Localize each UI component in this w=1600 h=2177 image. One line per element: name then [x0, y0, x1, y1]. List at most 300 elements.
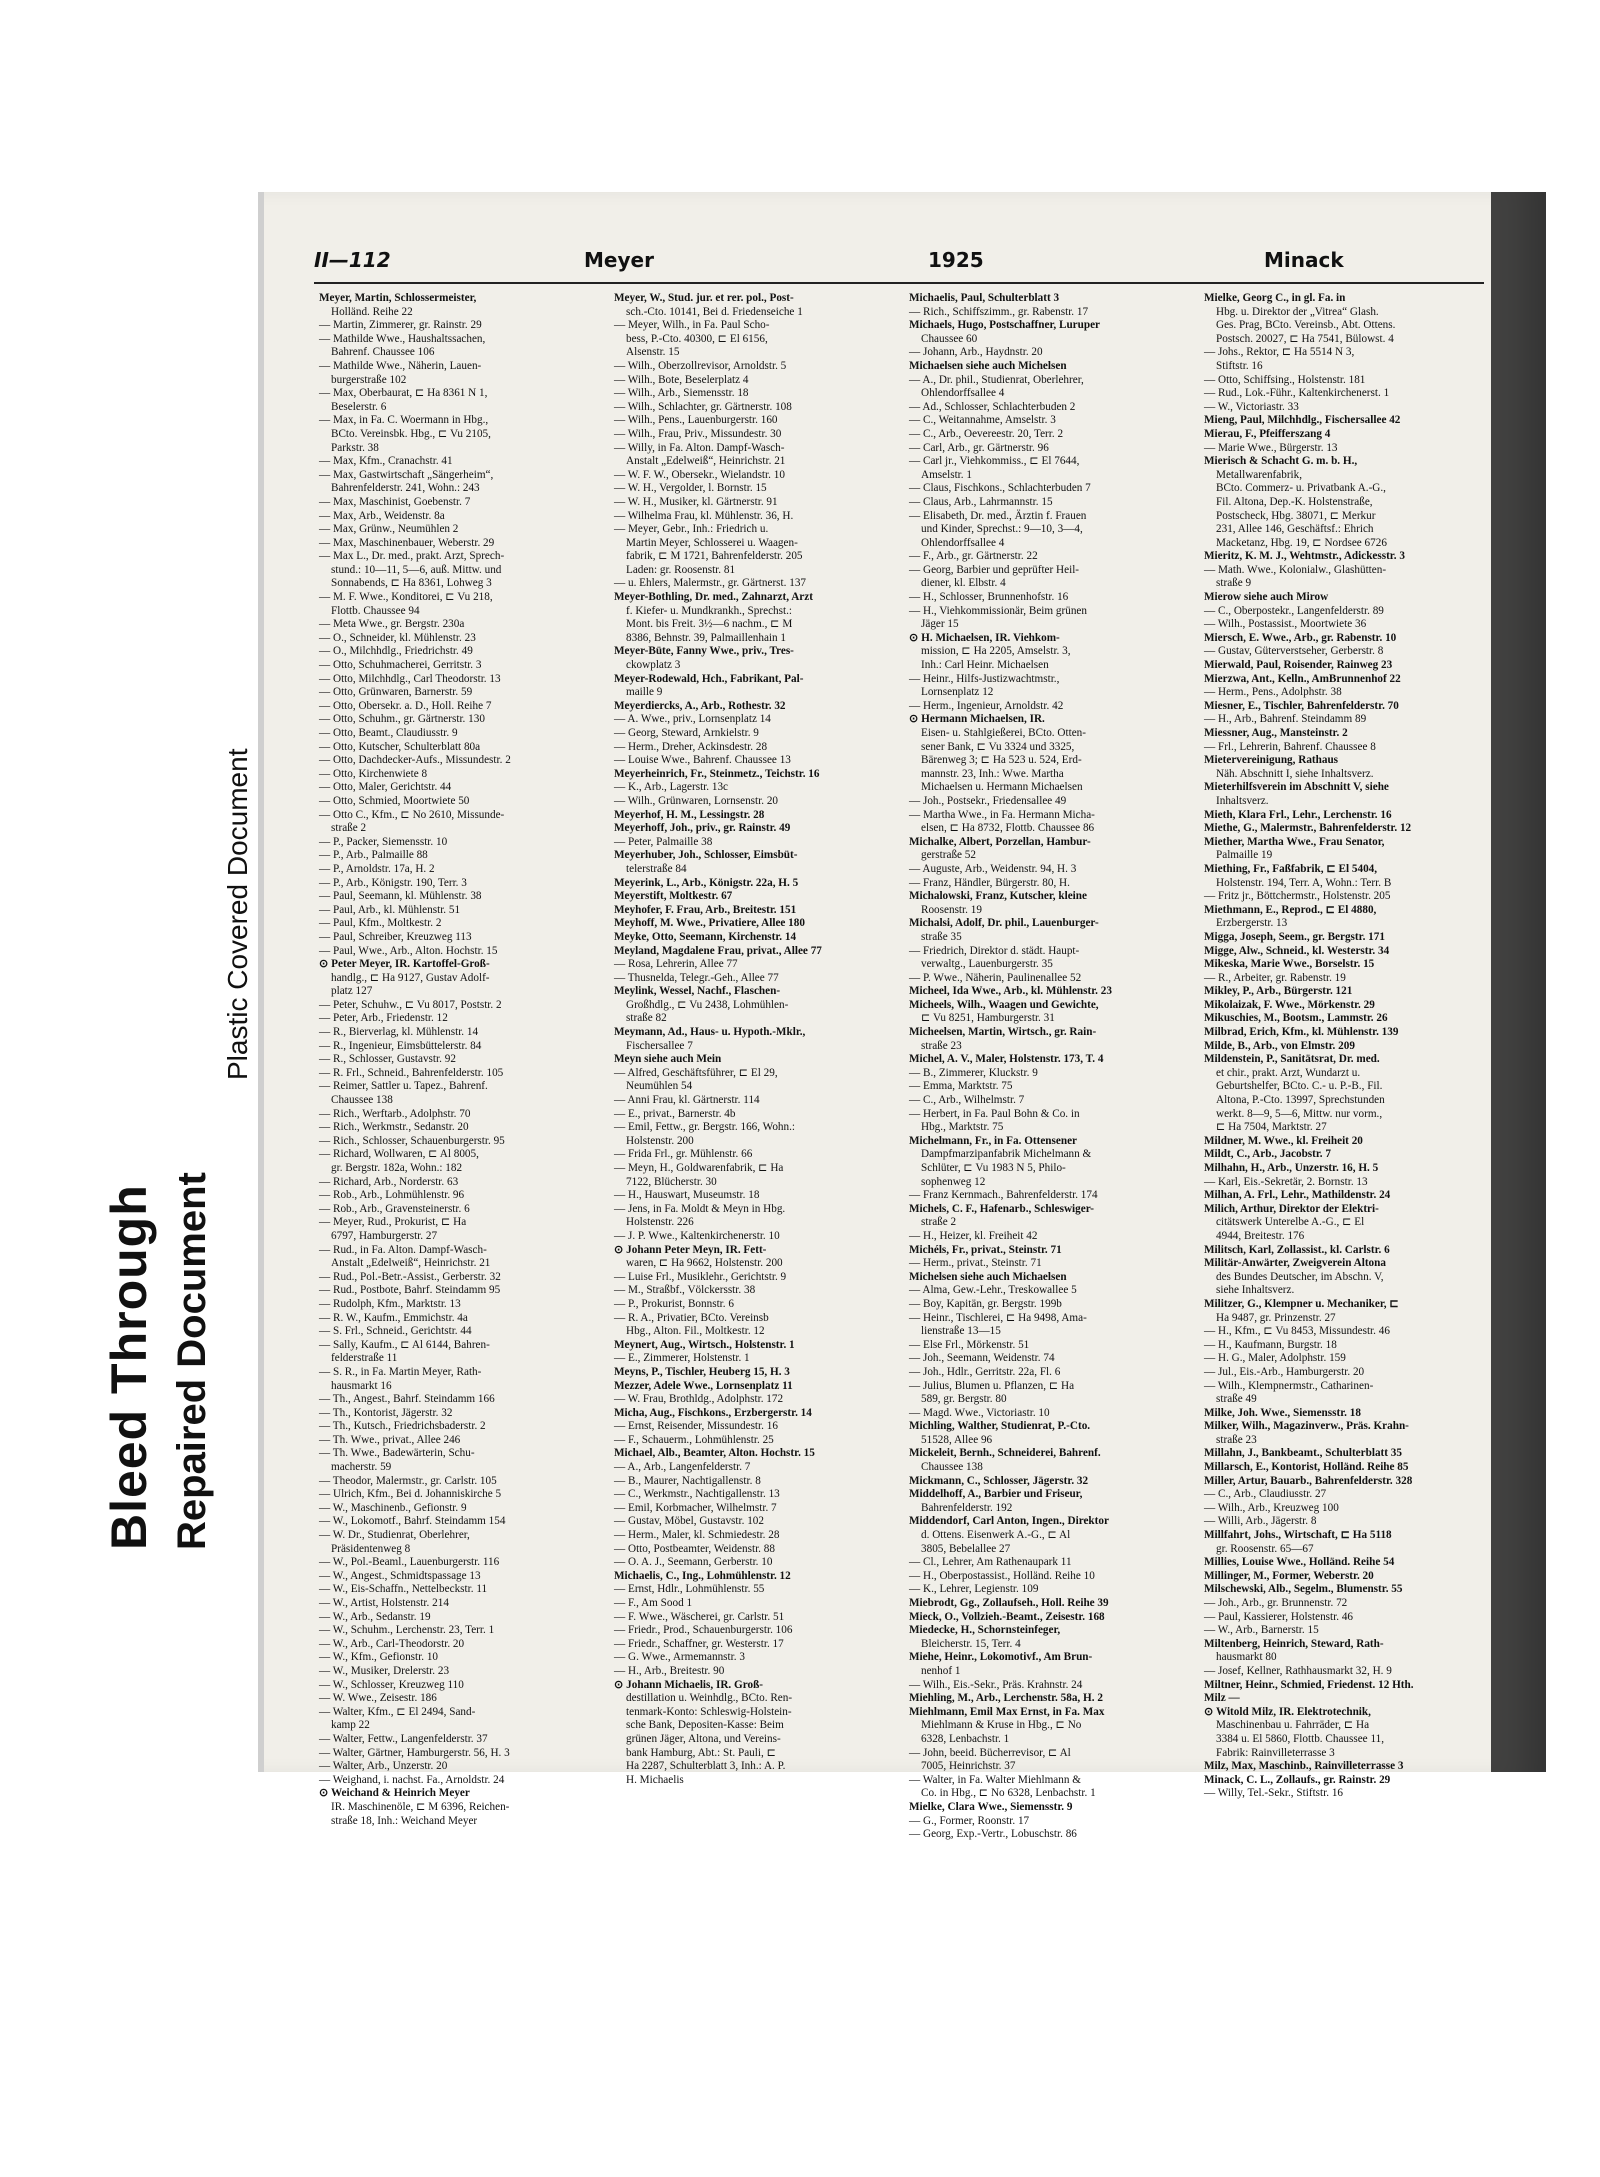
- directory-entry-line: — W., Schuhm., Lerchenstr. 23, Terr. 1: [319, 1624, 495, 1637]
- directory-entry-line: Meyke, Otto, Seemann, Kirchenstr. 14: [614, 930, 797, 943]
- directory-entry-line: gr. Bergstr. 182a, Wohn.: 182: [331, 1162, 463, 1174]
- directory-entry-line: Michalke, Albert, Porzellan, Hambur-: [909, 835, 1091, 848]
- directory-entry-line: — Meta Wwe., gr. Bergstr. 230a: [319, 618, 465, 631]
- directory-entry-line: f. Kiefer- u. Mundkrankh., Sprechst.:: [626, 604, 792, 617]
- directory-entry-line: Mieterhilfsverein im Abschnitt V, siehe: [1204, 781, 1389, 794]
- directory-entry-line: tenmark-Konto: Schleswig-Holstein-: [626, 1705, 792, 1718]
- directory-entry-line: — Meyer, Wilh., in Fa. Paul Scho-: [614, 319, 770, 332]
- directory-entry-line: — Wilh., Schlachter, gr. Gärtnerstr. 108: [614, 400, 792, 413]
- directory-entry-line: 8386, Behnstr. 39, Palmaillenhain 1: [626, 631, 787, 644]
- directory-entry-line: Mikuschies, M., Bootsm., Lammstr. 26: [1204, 1012, 1388, 1025]
- directory-entry-line: Mikolaizak, F. Wwe., Mörkenstr. 29: [1204, 998, 1375, 1011]
- directory-entry-line: Michalowski, Franz, Kutscher, kleine: [909, 890, 1087, 903]
- directory-entry-line: — Paul, Kassierer, Holstenstr. 46: [1204, 1610, 1354, 1623]
- directory-entry-line: — Otto, Beamt., Claudiusstr. 9: [319, 727, 458, 739]
- directory-entry-line: des Bundes Deutscher, im Abschn. V,: [1216, 1270, 1384, 1283]
- directory-entry-line: Neumühlen 54: [626, 1080, 693, 1093]
- directory-entry-line: — Friedr., Schaffner, gr. Westerstr. 17: [614, 1637, 784, 1650]
- directory-entry-line: Meyerhof, H. M., Lessingstr. 28: [614, 808, 765, 821]
- directory-entry-line: Mierisch & Schacht G. m. b. H.,: [1204, 455, 1358, 468]
- directory-entry-line: Michling, Walther, Studienrat, P.-Cto.: [909, 1420, 1091, 1433]
- directory-entry-line: ckowplatz 3: [626, 659, 681, 672]
- directory-entry-line: — Gustav, Güterverstseher, Gerberstr. 8: [1204, 645, 1384, 658]
- directory-entry-line: — Wilh., Grünwaren, Lornsenstr. 20: [614, 794, 779, 807]
- directory-entry-line: — Peter, Schuhw., ⊏ Vu 8017, Poststr. 2: [319, 998, 502, 1011]
- directory-entry-line: — Alma, Gew.-Lehr., Treskowallee 5: [909, 1284, 1077, 1297]
- directory-entry-line: — u. Ehlers, Malermstr., gr. Gärtnerst. 137: [614, 577, 807, 590]
- directory-entry-line: Minack, C. L., Zollaufs., gr. Rainstr. 29: [1204, 1773, 1391, 1786]
- directory-entry-line: — Wilh., Postassist., Moortwiete 36: [1204, 618, 1367, 631]
- directory-entry-line: — Franz, Händler, Bürgerstr. 80, H.: [909, 876, 1070, 889]
- directory-entry-line: — H., Heizer, kl. Freiheit 42: [909, 1229, 1038, 1242]
- directory-entry-line: — Claus, Fischkons., Schlachterbuden 7: [909, 482, 1091, 495]
- directory-entry-line: lienstraße 13—15: [921, 1325, 1001, 1338]
- directory-entry-line: — Max, Gastwirtschaft „Sängerheim“,: [319, 468, 494, 481]
- directory-entry-line: — Otto, Schmied, Moortwiete 50: [319, 794, 470, 807]
- directory-entry-line: — Th. Wwe., Badewärterin, Schu-: [319, 1447, 475, 1460]
- directory-entry-line: Millahn, J., Bankbeamt., Schulterblatt 35: [1204, 1447, 1402, 1460]
- directory-entry-line: Mieng, Paul, Milchhdlg., Fischersallee 42: [1204, 414, 1401, 427]
- directory-entry-line: verwaltg., Lauenburgerstr. 35: [921, 958, 1053, 971]
- directory-entry-line: hausmarkt 16: [331, 1379, 392, 1392]
- directory-entry-line: — R., Arbeiter, gr. Rabenstr. 19: [1204, 971, 1346, 984]
- directory-entry-line: Chaussee 138: [331, 1094, 393, 1107]
- plastic-covered-label: Plastic Covered Document: [222, 748, 253, 1080]
- directory-entry-line: — Thusnelda, Telegr.-Geh., Allee 77: [614, 971, 779, 984]
- directory-entry-line: Fischersallee 7: [626, 1039, 693, 1052]
- directory-entry-line: Miltner, Heinr., Schmied, Friedenst. 12 Hth.: [1204, 1678, 1414, 1691]
- directory-entry-line: — Meyer, Gebr., Inh.: Friedrich u.: [614, 523, 769, 536]
- directory-entry-line: — C., Weitannahme, Amselstr. 3: [909, 414, 1056, 427]
- directory-entry-line: 6797, Hamburgerstr. 27: [331, 1229, 438, 1242]
- directory-entry-line: — P., Arnoldstr. 17a, H. 2: [319, 862, 435, 875]
- directory-entry-line: Meyland, Magdalene Frau, privat., Allee 77: [614, 944, 822, 957]
- directory-entry-line: — Max, Maschinist, Goebenstr. 7: [319, 495, 471, 508]
- directory-entry-line: — Mathilde Wwe., Näherin, Lauen-: [319, 359, 482, 372]
- directory-entry-line: Präsidentenweg 8: [331, 1542, 411, 1555]
- directory-entry-line: nenhof 1: [921, 1664, 961, 1677]
- directory-entry-line: — Max, in Fa. C. Woermann in Hbg.,: [319, 414, 489, 427]
- directory-entry-line: — Th., Kutsch., Friedrichsbaderstr. 2: [319, 1420, 486, 1433]
- directory-entry-line: Bleicherstr. 15, Terr. 4: [921, 1637, 1021, 1650]
- directory-entry-line: Beselerstr. 6: [331, 400, 387, 413]
- directory-entry-line: — P., Arb., Königstr. 190, Terr. 3: [319, 876, 467, 889]
- directory-entry-line: 51528, Allee 96: [921, 1433, 993, 1446]
- directory-entry-line: sophenweg 12: [921, 1175, 986, 1188]
- directory-entry-line: ⊏ Ha 7504, Marktstr. 27: [1216, 1121, 1327, 1134]
- directory-entry-line: Meyer, Martin, Schlossermeister,: [319, 292, 477, 304]
- directory-entry-line: — Rosa, Lehrerin, Allee 77: [614, 958, 738, 971]
- directory-entry-line: Michels, C. F., Hafenarb., Schleswiger-: [909, 1202, 1094, 1215]
- directory-entry-line: — Jens, in Fa. Moldt & Meyn in Hbg.: [614, 1202, 786, 1215]
- directory-entry-line: Dampfmarzipanfabrik Michelmann &: [921, 1148, 1092, 1161]
- directory-entry-line: — Luise Frl., Musiklehr., Gerichtstr. 9: [614, 1270, 787, 1283]
- directory-entry-line: — Ulrich, Kfm., Bei d. Johanniskirche 5: [319, 1488, 502, 1501]
- directory-entry-line: — Max L., Dr. med., prakt. Arzt, Sprech-: [319, 550, 505, 563]
- directory-entry-line: — W., Arb., Sedanstr. 19: [319, 1610, 431, 1623]
- directory-entry-line: — R. A., Privatier, BCto. Vereinsb: [614, 1311, 769, 1324]
- directory-entry-line: — F., Arb., gr. Gärtnerstr. 22: [909, 550, 1038, 563]
- directory-entry-line: — Wilh., Bote, Beselerplatz 4: [614, 373, 749, 386]
- book-spine-shadow: [1491, 192, 1546, 1772]
- directory-entry-line: — Joh., Hdlr., Gerritstr. 22a, Fl. 6: [909, 1365, 1061, 1378]
- directory-entry-line: — Walter, Kfm., ⊏ El 2494, Sand-: [319, 1705, 476, 1718]
- directory-entry-line: — Wilh., Pens., Lauenburgerstr. 160: [614, 414, 778, 427]
- directory-entry-line: — E., privat., Barnerstr. 4b: [614, 1107, 736, 1120]
- directory-entry-line: Mierzwa, Ant., Kelln., AmBrunnenhof 22: [1204, 672, 1401, 685]
- directory-entry-line: Metallwarenfabrik,: [1216, 468, 1303, 481]
- directory-entry-line: — Frl., Lehrerin, Bahrenf. Chaussee 8: [1204, 740, 1376, 753]
- directory-entry-line: Hbg. u. Direktor der „Vitrea“ Glash.: [1216, 305, 1379, 318]
- directory-entry-line: Macketanz, Hbg. 19, ⊏ Nordsee 6726: [1216, 536, 1387, 549]
- directory-entry-line: — Ernst, Reisender, Missundestr. 16: [614, 1420, 778, 1433]
- directory-entry-line: Holstenstr. 194, Terr. A, Wohn.: Terr. B: [1216, 876, 1392, 889]
- directory-entry-line: Milde, B., Arb., von Elmstr. 209: [1204, 1039, 1355, 1052]
- directory-entry-line: — Rud., Lok.-Führ., Kaltenkirchenerst. 1: [1204, 387, 1390, 400]
- directory-entry-line: Meylink, Wessel, Nachf., Flaschen-: [614, 985, 781, 998]
- directory-entry-line: — O. A. J., Seemann, Gerberstr. 10: [614, 1556, 773, 1569]
- column-2: [614, 292, 894, 1786]
- directory-entry-line: — Frida Frl., gr. Mühlenstr. 66: [614, 1148, 753, 1161]
- directory-entry-line: kamp 22: [331, 1719, 370, 1732]
- directory-entry-line: platz 127: [331, 985, 373, 998]
- directory-entry-line: — Otto, Maler, Gerichtstr. 44: [319, 781, 452, 794]
- directory-entry-line: — Ad., Schlosser, Schlachterbuden 2: [909, 400, 1076, 413]
- directory-entry-line: straße 49: [1216, 1393, 1257, 1406]
- directory-entry-line: — Herm., Ingenieur, Arnoldstr. 42: [909, 699, 1064, 712]
- directory-entry-line: Ohlendorffsallee 4: [921, 536, 1005, 549]
- directory-entry-line: — Rud., in Fa. Alton. Dampf-Wasch-: [319, 1243, 487, 1256]
- directory-entry-line: — Weighand, i. nachst. Fa., Arnoldstr. 24: [319, 1773, 505, 1786]
- directory-entry-line: Millinger, M., Former, Weberstr. 20: [1204, 1569, 1374, 1582]
- directory-entry-line: — W., Musiker, Drelerstr. 23: [319, 1664, 450, 1677]
- directory-entry-line: — C., Arb., Wilhelmstr. 7: [909, 1094, 1025, 1107]
- directory-entry-line: — R., Schlosser, Gustavstr. 92: [319, 1053, 456, 1066]
- directory-entry-line: — O., Schneider, kl. Mühlenstr. 23: [319, 631, 476, 644]
- directory-entry-line: — Joh., Postsekr., Friedensallee 49: [909, 794, 1067, 807]
- directory-entry-line: Michelsen siehe auch Michaelsen: [909, 1270, 1067, 1283]
- directory-entry-line: — Alfred, Geschäftsführer, ⊏ El 29,: [614, 1066, 778, 1079]
- directory-entry-line: Meyerhoff, Joh., priv., gr. Rainstr. 49: [614, 822, 791, 835]
- directory-entry-line: Ohlendorffsallee 4: [921, 387, 1005, 400]
- directory-entry-line: ⊙ Weichand & Heinrich Meyer: [319, 1787, 470, 1800]
- directory-entry-line: — Rudolph, Kfm., Marktstr. 13: [319, 1297, 461, 1310]
- directory-entry-line: — Rich., Werkmstr., Sedanstr. 20: [319, 1121, 469, 1134]
- directory-entry-line: BCto. Vereinsbk. Hbg., ⊏ Vu 2105,: [331, 427, 491, 440]
- directory-entry-line: Stiftstr. 16: [1216, 359, 1263, 372]
- directory-entry-line: — Georg, Steward, Arnkielstr. 9: [614, 727, 759, 739]
- directory-entry-line: Miesner, E., Tischler, Bahrenfelderstr. 70: [1204, 699, 1399, 712]
- directory-entry-line: Miedecke, H., Schornsteinfeger,: [909, 1624, 1061, 1637]
- directory-entry-line: bess, P.-Cto. 40300, ⊏ El 6156,: [626, 332, 768, 345]
- repaired-document-label: Repaired Document: [170, 1172, 214, 1550]
- directory-entry-line: — J. P. Wwe., Kaltenkirchenerstr. 10: [614, 1229, 780, 1242]
- directory-entry-line: maille 9: [626, 686, 663, 699]
- directory-entry-line: — Th., Angest., Bahrf. Steindamm 166: [319, 1393, 495, 1406]
- directory-entry-line: ⊙ H. Michaelsen, IR. Viehkom-: [909, 631, 1060, 644]
- directory-entry-line: Meyn siehe auch Mein: [614, 1053, 722, 1066]
- directory-entry-line: — Otto C., Kfm., ⊏ No 2610, Missunde-: [319, 808, 505, 821]
- directory-entry-line: 589, gr. Bergstr. 80: [921, 1393, 1007, 1406]
- directory-entry-line: — Walter, Fettw., Langenfelderstr. 37: [319, 1732, 488, 1745]
- directory-entry-line: 3384 u. El 5860, Flottb. Chaussee 11,: [1216, 1732, 1385, 1745]
- directory-entry-line: mannstr. 23, Inh.: Wwe. Martha: [921, 767, 1064, 780]
- directory-entry-line: Michelmann, Fr., in Fa. Ottensener: [909, 1134, 1078, 1147]
- directory-entry-line: — Otto, Schuhmacherei, Gerritstr. 3: [319, 659, 482, 672]
- directory-columns: [319, 292, 1484, 1841]
- directory-entry-line: bank Hamburg, Abt.: St. Pauli, ⊏: [626, 1746, 776, 1759]
- directory-entry-line: Sonnabends, ⊏ Ha 8361, Lohweg 3: [331, 577, 492, 590]
- directory-entry-line: — Th. Wwe., privat., Allee 246: [319, 1433, 461, 1446]
- side-labels: [100, 470, 253, 1550]
- directory-entry-line: Micha, Aug., Fischkons., Erzbergerstr. 14: [614, 1406, 812, 1419]
- directory-entry-line: — Elisabeth, Dr. med., Ärztin f. Frauen: [909, 509, 1087, 522]
- directory-entry-line: Alsenstr. 15: [626, 346, 680, 359]
- directory-entry-line: — A., Dr. phil., Studienrat, Oberlehrer,: [909, 373, 1084, 386]
- directory-entry-line: — Boy, Kapitän, gr. Bergstr. 199b: [909, 1297, 1062, 1310]
- directory-entry-line: Milhahn, H., Arb., Unzerstr. 16, H. 5: [1204, 1162, 1379, 1174]
- directory-entry-line: — Julius, Blumen u. Pflanzen, ⊏ Ha: [909, 1379, 1075, 1392]
- directory-entry-line: citätswerk Unterelbe A.-G., ⊏ El: [1216, 1216, 1365, 1229]
- directory-entry-line: — H., Kaufmann, Burgstr. 18: [1204, 1338, 1337, 1351]
- directory-entry-line: — Theodor, Malermstr., gr. Carlstr. 105: [319, 1474, 497, 1487]
- directory-entry-line: Großhdlg., ⊏ Vu 2438, Lohmühlen-: [626, 998, 789, 1011]
- directory-entry-line: Anstalt „Edelweiß“, Heinrichstr. 21: [331, 1257, 491, 1270]
- directory-entry-line: Ha 9487, gr. Prinzenstr. 27: [1216, 1311, 1336, 1324]
- directory-entry-line: — H. G., Maler, Adolphstr. 159: [1204, 1352, 1346, 1365]
- directory-entry-line: — W., Artist, Holstenstr. 214: [319, 1597, 449, 1609]
- directory-entry-line: — W., Lokomotf., Bahrf. Steindamm 154: [319, 1515, 506, 1528]
- directory-entry-line: Mielke, Georg C., in gl. Fa. in: [1204, 292, 1346, 304]
- directory-entry-line: Altona, P.-Cto. 13997, Sprechstunden: [1216, 1094, 1385, 1107]
- directory-entry-line: Meyer-Büte, Fanny Wwe., priv., Tres-: [614, 645, 794, 658]
- directory-entry-line: ⊙ Peter Meyer, IR. Kartoffel-Groß-: [319, 958, 490, 971]
- directory-entry-line: — Gustav, Möbel, Gustavstr. 102: [614, 1515, 764, 1528]
- directory-entry-line: — Max, Oberbaurat, ⊏ Ha 8361 N 1,: [319, 387, 488, 400]
- directory-entry-line: Chaussee 138: [921, 1461, 983, 1474]
- column-4: [1204, 292, 1484, 1800]
- directory-entry-line: — Martin, Zimmerer, gr. Rainstr. 29: [319, 319, 482, 332]
- directory-entry-line: — Max, Grünw., Neumühlen 2: [319, 523, 459, 536]
- directory-entry-line: straße 82: [626, 1012, 667, 1025]
- directory-entry-line: Michel, A. V., Maler, Holstenstr. 173, T. 4: [909, 1053, 1104, 1066]
- directory-entry-line: Mezzer, Adele Wwe., Lornsenplatz 11: [614, 1379, 793, 1392]
- directory-entry-line: ⊏ Vu 8251, Hamburgerstr. 31: [921, 1012, 1055, 1025]
- directory-entry-line: Meyerink, L., Arb., Königstr. 22a, H. 5: [614, 876, 799, 889]
- directory-entry-line: — Willy, Tel.-Sekr., Stiftstr. 16: [1204, 1787, 1344, 1800]
- directory-entry-line: — Carl, Arb., gr. Gärtnerstr. 96: [909, 441, 1049, 454]
- directory-entry-line: — Jul., Eis.-Arb., Hamburgerstr. 20: [1204, 1365, 1365, 1378]
- directory-entry-line: — H., Schlosser, Brunnenhofstr. 16: [909, 591, 1069, 604]
- directory-entry-line: — B., Zimmerer, Kluckstr. 9: [909, 1066, 1038, 1079]
- directory-entry-line: Eisen- u. Stahlgießerei, BCto. Otten-: [921, 727, 1086, 739]
- directory-entry-line: siehe Inhaltsverz.: [1216, 1284, 1295, 1297]
- directory-entry-line: Milschewski, Alb., Segelm., Blumenstr. 55: [1204, 1583, 1403, 1596]
- directory-entry-line: Millarsch, E., Kontorist, Holländ. Reihe 85: [1204, 1461, 1409, 1474]
- directory-entry-line: Meyhoff, M. Wwe., Privatiere, Allee 180: [614, 917, 805, 930]
- directory-entry-line: — H., Arb., Bahrenf. Steindamm 89: [1204, 713, 1367, 726]
- directory-entry-line: Ges. Prag, BCto. Vereinsb., Abt. Ottens.: [1216, 319, 1396, 332]
- directory-entry-line: fabrik, ⊏ M 1721, Bahrenfelderstr. 205: [626, 550, 803, 563]
- directory-entry-line: — Paul, Arb., kl. Mühlenstr. 51: [319, 903, 461, 916]
- directory-entry-line: Mierau, F., Pfeifferszang 4: [1204, 427, 1331, 440]
- directory-entry-line: — H., Oberpostassist., Holländ. Reihe 10: [909, 1569, 1095, 1582]
- directory-page: [258, 192, 1546, 1841]
- directory-entry-line: H. Michaelis: [626, 1773, 684, 1786]
- directory-entry-line: Flottb. Chaussee 94: [331, 604, 420, 617]
- directory-entry-line: — O., Milchhdlg., Friedrichstr. 49: [319, 645, 473, 658]
- directory-entry-line: — Wilhelma Frau, kl. Mühlenstr. 36, H.: [614, 509, 794, 522]
- column-1: [319, 292, 599, 1827]
- directory-entry-line: — Herm., privat., Steinstr. 71: [909, 1257, 1042, 1270]
- directory-entry-line: macherstr. 59: [331, 1461, 392, 1474]
- directory-entry-line: Milhan, A. Frl., Lehr., Mathildenstr. 24: [1204, 1189, 1391, 1202]
- directory-entry-line: — A., Arb., Langenfelderstr. 7: [614, 1461, 751, 1474]
- directory-entry-line: straße 18, Inh.: Weichand Meyer: [331, 1814, 478, 1827]
- directory-entry-line: Mieth, Klara Frl., Lehr., Lerchenstr. 16: [1204, 808, 1392, 821]
- directory-entry-line: Meyns, P., Tischler, Heuberg 15, H. 3: [614, 1365, 790, 1378]
- column-3: [909, 292, 1189, 1841]
- directory-entry-line: Erzbergerstr. 13: [1216, 917, 1288, 930]
- directory-entry-line: — W. F. W., Obersekr., Wielandstr. 10: [614, 468, 785, 481]
- directory-entry-line: — Magd. Wwe., Victoriastr. 10: [909, 1406, 1050, 1419]
- directory-entry-line: — Otto, Milchhdlg., Carl Theodorstr. 13: [319, 672, 501, 685]
- directory-entry-line: Millfahrt, Johs., Wirtschaft, ⊏ Ha 5118: [1204, 1529, 1392, 1542]
- directory-entry-line: felderstraße 11: [331, 1352, 398, 1365]
- directory-entry-line: diener, kl. Elbstr. 4: [921, 577, 1006, 590]
- directory-entry-line: — Herm., Maler, kl. Schmiedestr. 28: [614, 1529, 780, 1542]
- directory-entry-line: Michaelsen siehe auch Michelsen: [909, 359, 1067, 372]
- directory-entry-line: — Friedr., Prod., Schauenburgerstr. 106: [614, 1624, 793, 1637]
- directory-entry-line: Miething, Fr., Faßfabrik, ⊏ El 5404,: [1204, 862, 1378, 875]
- directory-entry-line: — S. Frl., Schneid., Gerichtstr. 44: [319, 1325, 472, 1338]
- directory-entry-line: sch.-Cto. 10141, Bei d. Friedenseiche 1: [626, 305, 803, 318]
- directory-entry-line: — Friedrich, Direktor d. städt. Haupt-: [909, 944, 1080, 957]
- directory-entry-line: werkt. 8—9, 5—6, Mittw. nur vorm.,: [1216, 1107, 1383, 1120]
- directory-entry-line: Middelhoff, A., Barbier und Friseur,: [909, 1488, 1083, 1501]
- directory-entry-line: Mieck, O., Vollzieh.-Beamt., Zeisestr. 168: [909, 1610, 1105, 1623]
- directory-entry-line: — K., Lehrer, Legienstr. 109: [909, 1583, 1039, 1596]
- directory-entry-line: Michalsi, Adolf, Dr. phil., Lauenburger-: [909, 917, 1099, 930]
- directory-entry-line: — Otto, Kutscher, Schulterblatt 80a: [319, 740, 481, 753]
- directory-entry-line: — R., Bierverlag, kl. Mühlenstr. 14: [319, 1026, 479, 1039]
- directory-entry-line: — G. Wwe., Armemannstr. 3: [614, 1651, 745, 1664]
- directory-entry-line: — Walter, Arb., Unzerstr. 20: [319, 1760, 448, 1773]
- directory-entry-line: Meyer-Rodewald, Hch., Fabrikant, Pal-: [614, 672, 804, 685]
- directory-entry-line: — Otto, Dachdecker-Aufs., Missundestr. 2: [319, 754, 511, 767]
- directory-entry-line: Mierwald, Paul, Roisender, Rainweg 23: [1204, 659, 1393, 672]
- header-left-name: Meyer: [584, 248, 654, 272]
- directory-entry-line: — Sally, Kaufm., ⊏ Al 6144, Bahren-: [319, 1338, 490, 1351]
- directory-entry-line: — Auguste, Arb., Weidenstr. 94, H. 3: [909, 862, 1077, 875]
- directory-entry-line: — W. Frau, Brothldg., Adolphstr. 172: [614, 1393, 784, 1406]
- directory-entry-line: d. Ottens. Eisenwerk A.-G., ⊏ Al: [921, 1529, 1071, 1542]
- directory-entry-line: Micheels, Wilh., Waagen und Gewichte,: [909, 998, 1099, 1011]
- directory-entry-line: — M. F. Wwe., Konditorei, ⊏ Vu 218,: [319, 591, 493, 604]
- directory-entry-line: Michaels, Hugo, Postschaffner, Luruper: [909, 319, 1101, 332]
- directory-entry-line: — Wilh., Arb., Kreuzweg 100: [1204, 1501, 1339, 1514]
- directory-entry-line: Meyerheinrich, Fr., Steinmetz., Teichstr. 16: [614, 767, 820, 780]
- directory-entry-line: Bahrenfelderstr. 192: [921, 1501, 1013, 1514]
- directory-entry-line: — F., Schauerm., Lohmühlenstr. 25: [614, 1433, 774, 1446]
- directory-entry-line: burgerstraße 102: [331, 373, 407, 386]
- directory-entry-line: gerstraße 52: [921, 849, 976, 862]
- directory-entry-line: Miehlmann & Kruse in Hbg., ⊏ No: [921, 1719, 1082, 1732]
- directory-entry-line: — Marie Wwe., Bürgerstr. 13: [1204, 441, 1338, 454]
- directory-entry-line: Mierow siehe auch Mirow: [1204, 591, 1329, 604]
- directory-entry-line: Bärenweg 3; ⊏ Ha 523 u. 524, Erd-: [921, 754, 1082, 767]
- directory-entry-line: BCto. Commerz- u. Privatbank A.-G.,: [1216, 482, 1386, 495]
- directory-entry-line: — Otto, Schiffsing., Holstenstr. 181: [1204, 373, 1366, 386]
- directory-entry-line: 4944, Breitestr. 176: [1216, 1229, 1305, 1242]
- directory-entry-line: ⊙ Johann Peter Meyn, IR. Fett-: [614, 1243, 767, 1256]
- directory-entry-line: — W., Kfm., Gefionstr. 10: [319, 1651, 439, 1664]
- directory-entry-line: — Heinr., Tischlerei, ⊏ Ha 9498, Ama-: [909, 1311, 1087, 1324]
- directory-entry-line: Mildenstein, P., Sanitätsrat, Dr. med.: [1204, 1053, 1380, 1066]
- directory-entry-line: — Joh., Seemann, Weidenstr. 74: [909, 1352, 1055, 1365]
- directory-entry-line: — Th., Kontorist, Jägerstr. 32: [319, 1406, 453, 1419]
- directory-entry-line: Inhaltsverz.: [1216, 794, 1269, 807]
- directory-entry-line: — W. H., Musiker, kl. Gärtnerstr. 91: [614, 495, 778, 508]
- directory-entry-line: — E., Zimmerer, Holstenstr. 1: [614, 1352, 750, 1365]
- directory-entry-line: Meyerstift, Moltkestr. 67: [614, 890, 733, 903]
- directory-entry-line: waren, ⊏ Ha 9662, Holstenstr. 200: [626, 1257, 783, 1270]
- directory-entry-line: Postsch. 20027, ⊏ Ha 7541, Bülowst. 4: [1216, 332, 1394, 345]
- directory-entry-line: — W., Pol.-Beaml., Lauenburgerstr. 116: [319, 1556, 500, 1569]
- directory-entry-line: IR. Maschinenöle, ⊏ M 6396, Reichen-: [331, 1800, 510, 1813]
- directory-entry-line: — W., Victoriastr. 33: [1204, 400, 1299, 413]
- directory-entry-line: — H., Viehkommissionär, Beim grünen: [909, 604, 1087, 617]
- directory-entry-line: hausmarkt 80: [1216, 1651, 1277, 1664]
- directory-entry-line: Miehlmann, Emil Max Ernst, in Fa. Max: [909, 1705, 1105, 1718]
- directory-entry-line: Michaelsen u. Hermann Michaelsen: [921, 781, 1083, 794]
- directory-entry-line: — Carl jr., Viehkommiss., ⊏ El 7644,: [909, 455, 1080, 468]
- directory-entry-line: — C., Arb., Claudiusstr. 27: [1204, 1488, 1327, 1501]
- directory-entry-line: Milke, Joh. Wwe., Siemensstr. 18: [1204, 1406, 1361, 1419]
- directory-entry-line: — Anni Frau, kl. Gärtnerstr. 114: [614, 1094, 760, 1107]
- directory-entry-line: 3805, Bebelallee 27: [921, 1542, 1011, 1555]
- directory-entry-line: — Otto, Kirchenwiete 8: [319, 767, 428, 780]
- directory-entry-line: Holländ. Reihe 22: [331, 305, 413, 318]
- directory-entry-line: — Martha Wwe., in Fa. Hermann Micha-: [909, 808, 1095, 821]
- directory-entry-line: Mickeleit, Bernh., Schneiderei, Bahrenf.: [909, 1447, 1101, 1460]
- directory-entry-line: Michaelis, Paul, Schulterblatt 3: [909, 292, 1060, 304]
- directory-entry-line: Näh. Abschnitt I, siehe Inhaltsverz.: [1216, 767, 1374, 780]
- directory-entry-line: — Georg, Exp.-Vertr., Lobuschstr. 86: [909, 1828, 1077, 1841]
- directory-entry-line: Parkstr. 38: [331, 441, 379, 454]
- directory-entry-line: — Emil, Fettw., gr. Bergstr. 166, Wohn.:: [614, 1121, 796, 1134]
- directory-entry-line: — Peter, Arb., Friedenstr. 12: [319, 1012, 448, 1025]
- directory-entry-line: — Georg, Barbier und geprüfter Heil-: [909, 563, 1080, 576]
- directory-entry-line: — G., Former, Roonstr. 17: [909, 1814, 1030, 1827]
- directory-entry-line: — Otto, Schuhm., gr. Gärtnerstr. 130: [319, 713, 485, 726]
- page-header: [314, 248, 1494, 278]
- directory-entry-line: — P., Packer, Siemensstr. 10: [319, 835, 448, 848]
- directory-entry-line: straße 35: [921, 930, 962, 943]
- directory-entry-line: — S. R., in Fa. Martin Meyer, Rath-: [319, 1365, 482, 1378]
- directory-entry-line: Milbrad, Erich, Kfm., kl. Mühlenstr. 139: [1204, 1026, 1399, 1039]
- directory-entry-line: — Meyn, H., Goldwarenfabrik, ⊏ Ha: [614, 1162, 784, 1174]
- directory-entry-line: Mickmann, C., Schlosser, Jägerstr. 32: [909, 1474, 1089, 1487]
- directory-entry-line: Mont. bis Freit. 3½—6 nachm., ⊏ M: [626, 618, 793, 631]
- directory-entry-line: Miltenberg, Heinrich, Steward, Rath-: [1204, 1637, 1384, 1650]
- directory-entry-line: — Herm., Pens., Adolphstr. 38: [1204, 686, 1342, 699]
- directory-entry-line: — Else Frl., Mörkenstr. 51: [909, 1338, 1030, 1351]
- directory-entry-line: Fabrik: Rainvilleterrasse 3: [1216, 1746, 1335, 1759]
- directory-entry-line: Meynert, Aug., Wirtsch., Holstenstr. 1: [614, 1338, 795, 1351]
- directory-entry-line: — K., Arb., Lagerstr. 13c: [614, 781, 729, 794]
- directory-entry-line: — Herbert, in Fa. Paul Bohn & Co. in: [909, 1107, 1080, 1120]
